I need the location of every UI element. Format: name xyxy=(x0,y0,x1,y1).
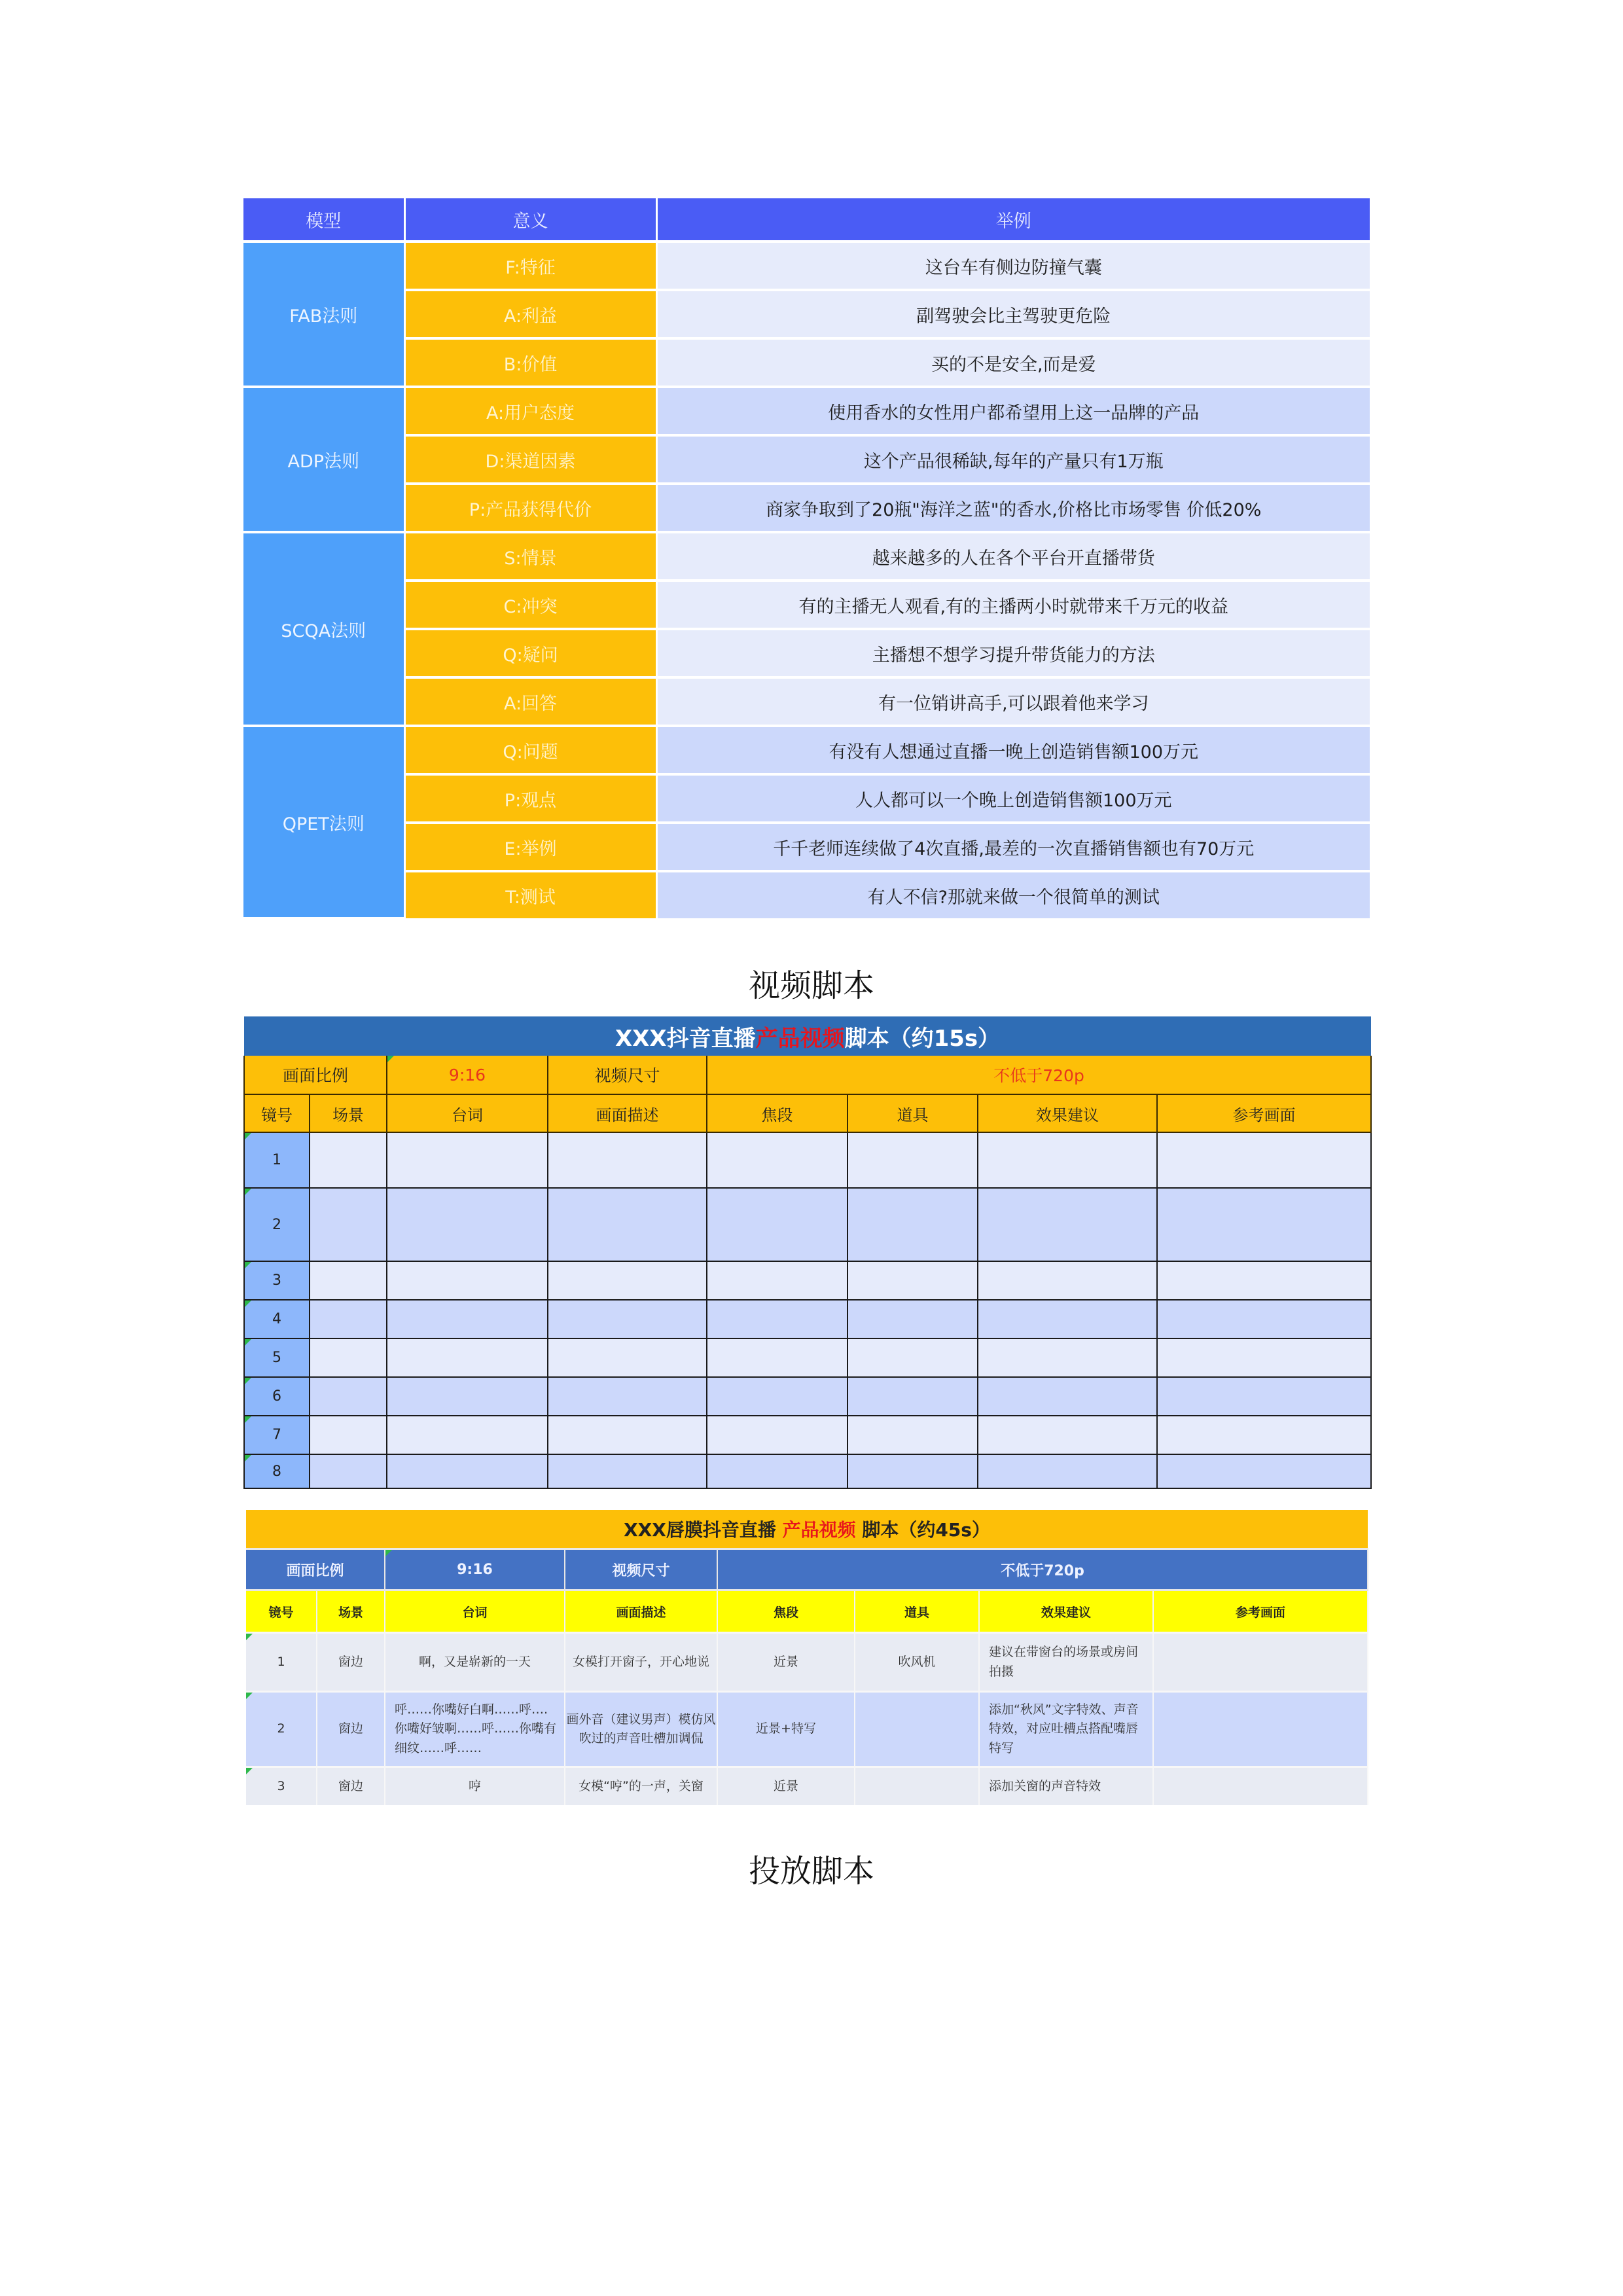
table-row xyxy=(243,387,1370,435)
cell-description[interactable] xyxy=(548,1454,707,1488)
meaning-cell: Q:疑问 xyxy=(404,629,656,677)
cell-reference[interactable] xyxy=(1157,1300,1371,1338)
col-description: 画面描述 xyxy=(548,1094,707,1132)
cell-comment-marker-icon xyxy=(245,1378,251,1384)
cell-comment-marker-icon xyxy=(245,1339,251,1346)
model-cell-fab: FAB法则 xyxy=(243,242,404,387)
col-line: 台词 xyxy=(387,1094,548,1132)
cell-focal[interactable] xyxy=(707,1188,847,1261)
script-title xyxy=(244,1016,1371,1056)
cell-prop[interactable] xyxy=(847,1188,978,1261)
table-row xyxy=(244,1132,1371,1188)
ratio-value xyxy=(385,1549,565,1590)
example-cell: 越来越多的人在各个平台开直播带货 xyxy=(656,532,1370,581)
col-shot: 镜号 xyxy=(246,1590,317,1633)
shot-number xyxy=(244,1188,310,1261)
cell-prop[interactable] xyxy=(847,1261,978,1300)
cell-description[interactable] xyxy=(548,1132,707,1188)
table-row xyxy=(243,532,1370,581)
cell-reference[interactable] xyxy=(1157,1454,1371,1488)
meaning-cell: B:价值 xyxy=(404,338,656,387)
shot-number-text: 2 xyxy=(272,1216,281,1233)
title-prefix: XXX抖音直播 xyxy=(615,1025,756,1052)
example-cell: 有一位销讲高手,可以跟着他来学习 xyxy=(656,677,1370,726)
ratio-label: 画面比例 xyxy=(244,1056,387,1094)
example-cell: 有没有人想通过直播一晚上创造销售额100万元 xyxy=(656,726,1370,774)
cell-comment-marker-icon xyxy=(246,1768,253,1774)
cell-line[interactable] xyxy=(387,1454,548,1488)
title-suffix: 脚本（约45s） xyxy=(855,1519,990,1541)
cell-focal[interactable] xyxy=(707,1261,847,1300)
size-label: 视频尺寸 xyxy=(548,1056,707,1094)
shot-number-text: 5 xyxy=(272,1350,281,1366)
cell-scene: 窗边 xyxy=(317,1633,385,1692)
meaning-cell: Q:问题 xyxy=(404,726,656,774)
cell-comment-marker-icon xyxy=(246,1634,253,1640)
cell-line: 哼 xyxy=(385,1767,565,1805)
cell-prop xyxy=(855,1692,979,1767)
example-cell: 使用香水的女性用户都希望用上这一品牌的产品 xyxy=(656,387,1370,435)
shot-number xyxy=(246,1692,317,1767)
cell-description: 女模打开窗子，开心地说 xyxy=(565,1633,717,1692)
col-effect: 效果建议 xyxy=(978,1094,1157,1132)
copywriting-models-table xyxy=(243,198,1370,920)
table-row xyxy=(243,581,1370,629)
cell-effect[interactable] xyxy=(978,1454,1157,1488)
example-cell: 这台车有侧边防撞气囊 xyxy=(656,242,1370,290)
cell-line[interactable] xyxy=(387,1377,548,1416)
cell-scene[interactable] xyxy=(310,1261,387,1300)
meaning-cell: D:渠道因素 xyxy=(404,435,656,484)
shot-number xyxy=(246,1767,317,1805)
table-row xyxy=(244,1188,1371,1261)
model-cell-scqa: SCQA法则 xyxy=(243,532,404,726)
cell-reference[interactable] xyxy=(1157,1261,1371,1300)
col-line: 台词 xyxy=(385,1590,565,1633)
table-row xyxy=(243,677,1370,726)
cell-description: 画外音（建议男声）模仿风吹过的声音吐槽加调侃 xyxy=(565,1692,717,1767)
cell-focal[interactable] xyxy=(707,1416,847,1454)
cell-prop[interactable] xyxy=(847,1132,978,1188)
cell-effect[interactable] xyxy=(978,1300,1157,1338)
meaning-cell: A:用户态度 xyxy=(404,387,656,435)
example-cell: 这个产品很稀缺,每年的产量只有1万瓶 xyxy=(656,435,1370,484)
table-row xyxy=(244,1261,1371,1300)
cell-comment-marker-icon xyxy=(245,1416,251,1423)
col-scene: 场景 xyxy=(310,1094,387,1132)
cell-description[interactable] xyxy=(548,1416,707,1454)
meaning-cell: P:产品获得代价 xyxy=(404,484,656,532)
cell-effect[interactable] xyxy=(978,1338,1157,1377)
cell-prop[interactable] xyxy=(847,1454,978,1488)
cell-comment-marker-icon xyxy=(245,1300,251,1307)
shot-number xyxy=(244,1261,310,1300)
cell-prop[interactable] xyxy=(847,1377,978,1416)
cell-reference[interactable] xyxy=(1157,1416,1371,1454)
cell-scene[interactable] xyxy=(310,1132,387,1188)
cell-scene[interactable] xyxy=(310,1300,387,1338)
table-row xyxy=(244,1454,1371,1488)
example-cell: 商家争取到了20瓶"海洋之蓝"的香水,价格比市场零售 价低20% xyxy=(656,484,1370,532)
shot-number-text: 2 xyxy=(277,1721,285,1736)
cell-comment-marker-icon xyxy=(385,1550,392,1556)
meaning-cell: T:测试 xyxy=(404,871,656,918)
col-effect: 效果建议 xyxy=(979,1590,1153,1633)
cell-scene[interactable] xyxy=(310,1338,387,1377)
table-row xyxy=(243,774,1370,823)
cell-comment-marker-icon xyxy=(245,1262,251,1268)
meaning-cell: E:举例 xyxy=(404,823,656,871)
shot-number xyxy=(244,1338,310,1377)
cell-reference[interactable] xyxy=(1157,1188,1371,1261)
cell-effect: 建议在带窗台的场景或房间拍摄 xyxy=(979,1633,1153,1692)
table-row xyxy=(243,726,1370,774)
example-cell: 人人都可以一个晚上创造销售额100万元 xyxy=(656,774,1370,823)
example-cell: 千千老师连续做了4次直播,最差的一次直播销售额也有70万元 xyxy=(656,823,1370,871)
ratio-value-text: 9:16 xyxy=(457,1561,493,1578)
col-focal: 焦段 xyxy=(717,1590,855,1633)
cell-comment-marker-icon xyxy=(245,1455,251,1462)
cell-reference[interactable] xyxy=(1157,1132,1371,1188)
example-cell: 有的主播无人观看,有的主播两小时就带来千万元的收益 xyxy=(656,581,1370,629)
cell-scene: 窗边 xyxy=(317,1767,385,1805)
cell-reference xyxy=(1153,1767,1368,1805)
cell-effect[interactable] xyxy=(978,1377,1157,1416)
cell-scene[interactable] xyxy=(310,1377,387,1416)
col-reference: 参考画面 xyxy=(1157,1094,1371,1132)
col-prop: 道具 xyxy=(855,1590,979,1633)
title-highlight: 产品视频 xyxy=(782,1519,856,1541)
model-cell-qpet: QPET法则 xyxy=(243,726,404,918)
cell-scene[interactable] xyxy=(310,1454,387,1488)
cell-focal: 近景+特写 xyxy=(717,1692,855,1767)
ratio-value-text: 9:16 xyxy=(448,1065,486,1085)
shot-number-text: 3 xyxy=(272,1272,281,1289)
table-row xyxy=(246,1692,1368,1767)
example-cell: 副驾驶会比主驾驶更危险 xyxy=(656,290,1370,338)
cell-effect[interactable] xyxy=(978,1132,1157,1188)
cell-prop[interactable] xyxy=(847,1416,978,1454)
cell-line: 呼……你嘴好白啊……呼….你嘴好皱啊……呼……你嘴有细纹……呼…… xyxy=(385,1692,565,1767)
caption-ad-script: 投放脚本 xyxy=(748,1853,874,1890)
cell-description: 女模“哼”的一声，关窗 xyxy=(565,1767,717,1805)
cell-scene[interactable] xyxy=(310,1416,387,1454)
cell-focal[interactable] xyxy=(707,1300,847,1338)
ratio-label: 画面比例 xyxy=(246,1549,385,1590)
shot-number xyxy=(244,1377,310,1416)
caption-video-script: 视频脚本 xyxy=(748,967,874,1004)
cell-description[interactable] xyxy=(548,1261,707,1300)
cell-prop: 吹风机 xyxy=(855,1633,979,1692)
shot-number-text: 4 xyxy=(272,1311,281,1327)
cell-reference xyxy=(1153,1633,1368,1692)
table-row xyxy=(243,435,1370,484)
shot-number-text: 8 xyxy=(272,1463,281,1480)
cell-focal[interactable] xyxy=(707,1454,847,1488)
cell-description[interactable] xyxy=(548,1300,707,1338)
header-example: 举例 xyxy=(656,198,1370,242)
table-row xyxy=(243,629,1370,677)
cell-prop[interactable] xyxy=(847,1338,978,1377)
meaning-cell: P:观点 xyxy=(404,774,656,823)
cell-line: 啊，又是崭新的一天 xyxy=(385,1633,565,1692)
cell-effect: 添加关窗的声音特效 xyxy=(979,1767,1153,1805)
col-description: 画面描述 xyxy=(565,1590,717,1633)
cell-comment-marker-icon xyxy=(245,1133,251,1139)
cell-scene[interactable] xyxy=(310,1188,387,1261)
meaning-cell: A:回答 xyxy=(404,677,656,726)
cell-description[interactable] xyxy=(548,1338,707,1377)
cell-reference xyxy=(1153,1692,1368,1767)
cell-focal[interactable] xyxy=(707,1377,847,1416)
table-row xyxy=(244,1416,1371,1454)
table-row xyxy=(246,1633,1368,1692)
table-row xyxy=(243,484,1370,532)
meaning-cell: S:情景 xyxy=(404,532,656,581)
cell-line[interactable] xyxy=(387,1188,548,1261)
cell-focal[interactable] xyxy=(707,1132,847,1188)
cell-effect: 添加“秋风”文字特效、声音特效，对应吐槽点搭配嘴唇特写 xyxy=(979,1692,1153,1767)
shot-number-text: 1 xyxy=(277,1654,285,1669)
video-script-45s-table xyxy=(246,1510,1368,1805)
col-scene: 场景 xyxy=(317,1590,385,1633)
cell-scene: 窗边 xyxy=(317,1692,385,1767)
meaning-cell: C:冲突 xyxy=(404,581,656,629)
cell-effect[interactable] xyxy=(978,1188,1157,1261)
col-reference: 参考画面 xyxy=(1153,1590,1368,1633)
cell-description[interactable] xyxy=(548,1377,707,1416)
shot-number xyxy=(244,1300,310,1338)
shot-number xyxy=(246,1633,317,1692)
info-row xyxy=(246,1549,1368,1590)
info-row xyxy=(244,1056,1371,1094)
title-suffix: 脚本（约15s） xyxy=(844,1025,1001,1052)
table-row xyxy=(243,871,1370,918)
shot-number xyxy=(244,1132,310,1188)
cell-effect[interactable] xyxy=(978,1261,1157,1300)
size-value: 不低于720p xyxy=(707,1056,1371,1094)
header-meaning: 意义 xyxy=(404,198,656,242)
table-row xyxy=(244,1338,1371,1377)
cell-line[interactable] xyxy=(387,1132,548,1188)
cell-focal: 近景 xyxy=(717,1767,855,1805)
cell-comment-marker-icon xyxy=(245,1189,251,1195)
example-cell: 买的不是安全,而是爱 xyxy=(656,338,1370,387)
cell-comment-marker-icon xyxy=(387,1056,394,1062)
shot-number-text: 7 xyxy=(272,1427,281,1443)
example-cell: 主播想不想学习提升带货能力的方法 xyxy=(656,629,1370,677)
cell-prop[interactable] xyxy=(847,1300,978,1338)
col-focal: 焦段 xyxy=(707,1094,847,1132)
cell-reference[interactable] xyxy=(1157,1338,1371,1377)
col-shot: 镜号 xyxy=(244,1094,310,1132)
table-row xyxy=(246,1767,1368,1805)
header-model: 模型 xyxy=(243,198,404,242)
cell-line[interactable] xyxy=(387,1416,548,1454)
table-header-row xyxy=(243,198,1370,242)
meaning-cell: A:利益 xyxy=(404,290,656,338)
shot-number-text: 1 xyxy=(272,1152,281,1168)
video-script-15s-table xyxy=(243,1016,1372,1489)
table-row xyxy=(244,1300,1371,1338)
size-label: 视频尺寸 xyxy=(565,1549,717,1590)
table-row xyxy=(244,1377,1371,1416)
cell-prop xyxy=(855,1767,979,1805)
col-prop: 道具 xyxy=(847,1094,978,1132)
title-prefix: XXX唇膜抖音直播 xyxy=(624,1519,783,1541)
column-header-row xyxy=(246,1590,1368,1633)
cell-effect[interactable] xyxy=(978,1416,1157,1454)
table-row xyxy=(243,242,1370,290)
cell-focal: 近景 xyxy=(717,1633,855,1692)
cell-line[interactable] xyxy=(387,1300,548,1338)
example-cell: 有人不信?那就来做一个很简单的测试 xyxy=(656,871,1370,918)
model-cell-adp: ADP法则 xyxy=(243,387,404,532)
ratio-value xyxy=(387,1056,548,1094)
shot-number-text: 6 xyxy=(272,1388,281,1405)
cell-focal[interactable] xyxy=(707,1338,847,1377)
title-row xyxy=(246,1510,1368,1549)
table-row xyxy=(243,290,1370,338)
cell-description[interactable] xyxy=(548,1188,707,1261)
cell-comment-marker-icon xyxy=(246,1693,253,1699)
title-highlight: 产品视频 xyxy=(755,1025,845,1052)
title-row xyxy=(244,1016,1371,1056)
cell-reference[interactable] xyxy=(1157,1377,1371,1416)
column-header-row xyxy=(244,1094,1371,1132)
script-title xyxy=(246,1510,1368,1549)
shot-number xyxy=(244,1454,310,1488)
meaning-cell: F:特征 xyxy=(404,242,656,290)
shot-number-text: 3 xyxy=(277,1778,285,1793)
table-row xyxy=(243,338,1370,387)
cell-line[interactable] xyxy=(387,1261,548,1300)
size-value: 不低于720p xyxy=(717,1549,1368,1590)
table-row xyxy=(243,823,1370,871)
cell-line[interactable] xyxy=(387,1338,548,1377)
shot-number xyxy=(244,1416,310,1454)
